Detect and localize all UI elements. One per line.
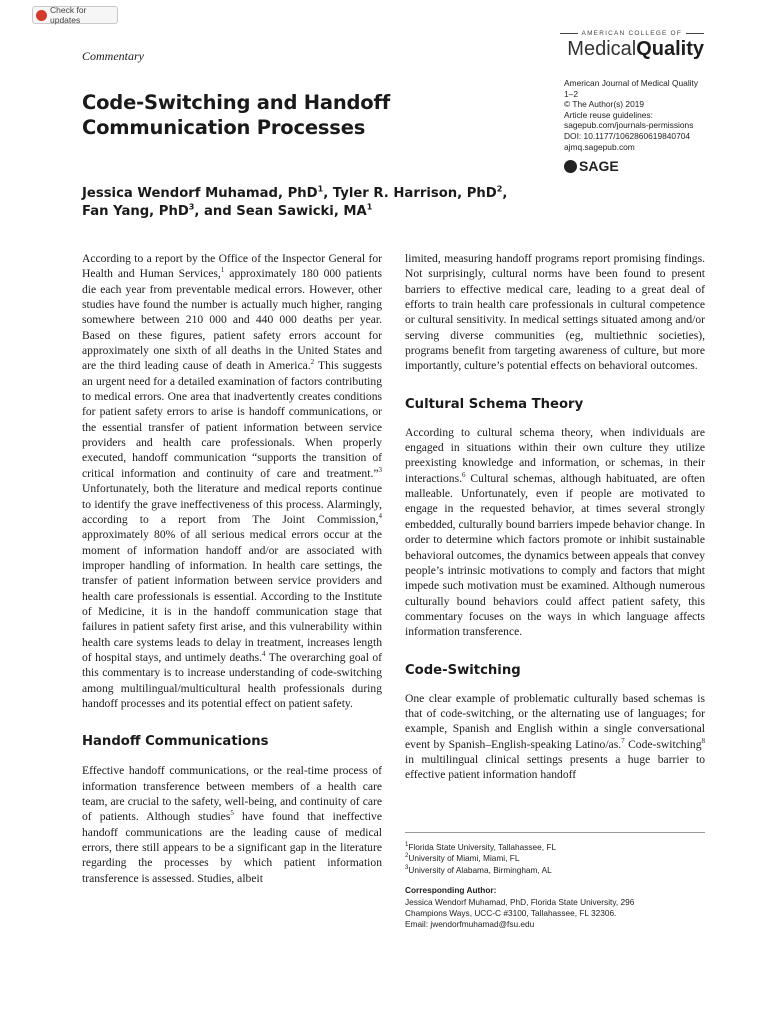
check-updates-icon: [36, 10, 47, 21]
body-paragraph: One clear example of problematic culturally based schemas is that of code-switching, or the alternating use of languages; for example, Spanish and English within a single conversational event by Spanish–English-speaking Latino/as.$^7$ Code-switching$^8$ in multilingual clinical settings presents a huge barrier to effective patient information handoff: [405, 691, 705, 782]
author-name: Sean Sawicki, MA: [236, 204, 367, 219]
corresponding-author-line: Champions Ways, UCC-C #3100, Tallahassee, FL 32306.: [405, 908, 617, 919]
affiliation-footnote: $^1$Florida State University, Tallahassee, FL: [405, 842, 557, 852]
corresponding-author-label: Corresponding Author:: [405, 885, 497, 896]
section-heading: Code-Switching: [405, 662, 521, 678]
body-paragraph: According to a report by the Office of the Inspector General for Health and Human Services,$^1$ approximately 180 000 patients die each year from preventable medical errors. However, other studies have found the number is actually much higher, ranging somewhere between 210 000 and 440 000 deaths per year. Based on these figures, patient safety errors account for approximately one sixth of all deaths in the United States and are the third leading cause of death in America.$^2$ This suggests an urgent need for a detailed examination of factors contributing to medical errors. One area that inadvertently creates conditions for patient safety errors to arise is handoff communications, or the essential transfer of patient information between service providers and health care professionals. When properly executed, handoff communication “supports the transition of critical information and continuity of care and treatment.”$^3$ Unfortunately, both the literature and medical reports continue to identify the grave ineffectiveness of this process. Alarmingly, according to a report from The Joint Commission,$^4$ approximately 80% of all serious medical errors occur at the moment of information handoff and/or are associated with improper handling of information. In health care settings, the transfer of patient information between service providers and health care professionals is essential. According to the Institute of Medicine, it is in the handoff communication stage that failures in patient safety first arise, and this vulnerability within health care systems leads to delay in treatment, increases length of hospital stays, and untimely deaths.$^4$ The overarching goal of this commentary is to increase understanding of code-switching among multilingual/multicultural health professionals during handoff processes and its potential effect on patient safety.: [82, 252, 382, 710]
section-heading: Handoff Communications: [82, 734, 269, 750]
body-paragraph: limited, measuring handoff programs report promising findings. Not surprisingly, cultural norms have been found to present barriers to effective medical care, leading to a great deal of efforts to train health care professionals in cultural competence or cultural sensitivity. In medical settings situated among and/or serving diverse communities (eg, multiethnic societies), programs benefit from targeting awareness of culture, but more importantly, culture’s potential effects on behavioral outcomes.: [405, 252, 705, 373]
article-meta: [564, 78, 744, 152]
check-for-updates-label: Check for updates: [50, 5, 87, 25]
affiliation-mark: 1: [317, 184, 324, 194]
section-label: Commentary: [82, 49, 144, 63]
affiliation-mark: 3: [188, 202, 195, 212]
body-column-left: [82, 251, 382, 886]
footnotes: [405, 842, 705, 931]
affiliation-mark: 2: [496, 184, 503, 194]
page-range: 1–2: [564, 88, 578, 99]
sage-icon: [564, 160, 577, 173]
reuse-link[interactable]: sagepub.com/journals-permissions: [564, 120, 694, 131]
journal-name-light: Medical: [567, 38, 637, 60]
reuse-label: Article reuse guidelines:: [564, 109, 653, 120]
author-name: Tyler R. Harrison, PhD: [332, 186, 497, 201]
copyright: © The Author(s) 2019: [564, 99, 645, 110]
body-paragraph: Effective handoff communications, or the real-time process of information transference between members of a health care team, are crucial to the safety, well-being, and continuity of care of patients. Although studies$^5$ have found that ineffective handoff communications are the leading cause of medical errors, there still appears to be a significant gap in the literature regarding the processes by which patient information transference is assessed. Studies, albeit: [82, 764, 382, 885]
body-column-right: [405, 251, 705, 783]
author-name: Jessica Wendorf Muhamad, PhD: [82, 186, 318, 201]
corresponding-author-line: Jessica Wendorf Muhamad, PhD, Florida State University, 296: [405, 896, 635, 907]
check-for-updates-badge[interactable]: [32, 6, 118, 24]
section-heading: Cultural Schema Theory: [405, 396, 584, 412]
corresponding-author-email[interactable]: Email: jwendorfmuhamad@fsu.edu: [405, 919, 535, 930]
publisher-name: SAGE: [579, 158, 619, 174]
journal-logo: [504, 30, 704, 60]
affiliation-footnote: $^2$University of Miami, Miami, FL: [405, 853, 520, 864]
article-title: Code-Switching and Handoff Communication Processes: [82, 91, 391, 139]
body-paragraph: According to cultural schema theory, when individuals are engaged in situations within their own culture they utilize preexisting knowledge and information, or schemas, in their interactions.$^6$ Cultural schemas, although habituated, are often malleable. Unfortunately, even if people are motivated to engage in the requested behavior, at times several strongly embedded, culturally bound barriers impede behavior change. In order to determine which factors promote or inhibit sustainable behavioral outcomes, the dynamics between appeals that convey people’s intrinsic motivations to comply and factors that might impede such motivation must be examined. Although numerous culturally bound behaviors could affect patient safety, this commentary focuses on the ways in which language affects information transference.: [405, 425, 705, 639]
journal-name: American Journal of Medical Quality: [564, 78, 699, 88]
journal-org-line: AMERICAN COLLEGE OF: [504, 30, 704, 37]
affiliation-footnote: $^3$University of Alabama, Birmingham, AL: [405, 864, 552, 875]
journal-name-bold: Quality: [636, 38, 704, 60]
journal-site[interactable]: ajmq.sagepub.com: [564, 141, 635, 152]
author-name: Fan Yang, PhD: [82, 204, 189, 219]
doi[interactable]: DOI: 10.1177/1062860619840704: [564, 130, 691, 141]
footnote-divider: [405, 832, 705, 833]
affiliation-mark: 1: [366, 202, 373, 212]
publisher-logo: [564, 158, 619, 174]
author-list: Jessica Wendorf Muhamad, PhD$^1$, Tyler R. Harrison, PhD$^2$, Fan Yang, PhD$^3$, and Sean Sawicki, $MA^1$: [82, 184, 508, 219]
author-conjunction: and: [203, 204, 232, 219]
